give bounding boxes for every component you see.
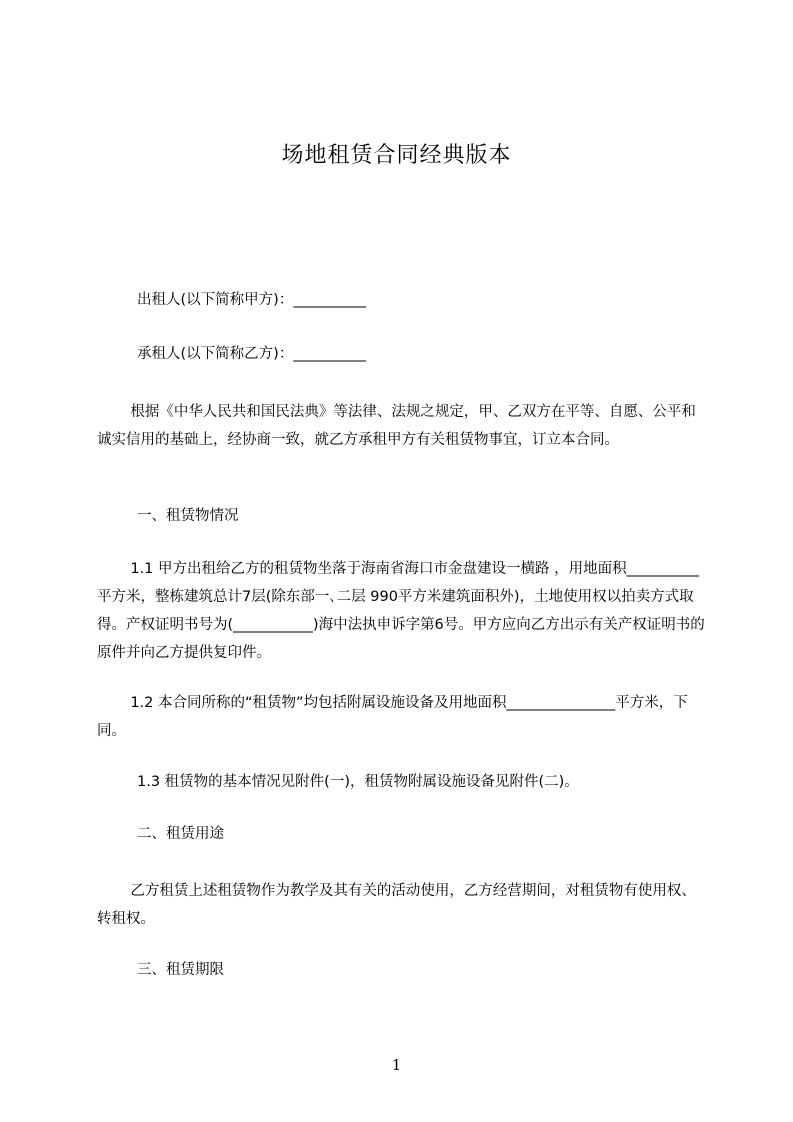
section-heading-lease-purpose: 二、租赁用途 — [137, 826, 224, 842]
section-heading-leased-property: 一、租赁物情况 — [137, 508, 239, 524]
document-title: 场地租赁合同经典版本 — [281, 143, 512, 168]
page-number: 1 — [391, 1056, 402, 1074]
clause-2-paragraph: 乙方租赁上述租赁物作为教学及其有关的活动使用，乙方经营期间，对租赁物有使用权、转租权。 — [97, 883, 696, 927]
clause-1-1-paragraph: 1.1 甲方出租给乙方的租赁物坐落于海南省海口市金盘建设一横路 ，用地面积__________平方米，整栋建筑总计7层(除东部一､二层 990平方米建筑面积外)，土地使用权以拍卖方式取得。产权证明书号为(___________)海中法执申诉字第6号。甲方应向乙方出示有关产权证明书的原件并向乙方提供复印件。 — [97, 561, 705, 661]
lessee-line: 承租人(以下简称乙方)：__________ — [137, 346, 366, 362]
preamble-paragraph: 根据《中华人民共和国民法典》等法律、法规之规定，甲、乙双方在平等、自愿、公平和诚实信用的基础上，经协商一致，就乙方承租甲方有关租赁物事宜，订立本合同。 — [97, 404, 696, 448]
clause-1-2-paragraph: 1.2 本合同所称的“租赁物”均包括附属设施设备及用地面积_______________平方米，下同。 — [97, 695, 688, 739]
lessor-line: 出租人(以下简称甲方)：__________ — [137, 292, 366, 308]
section-heading-lease-term: 三、租赁期限 — [137, 962, 224, 978]
clause-1-3-paragraph: 1.3 租赁物的基本情况见附件(一)，租赁物附属设施设备见附件(二)。 — [137, 774, 579, 790]
